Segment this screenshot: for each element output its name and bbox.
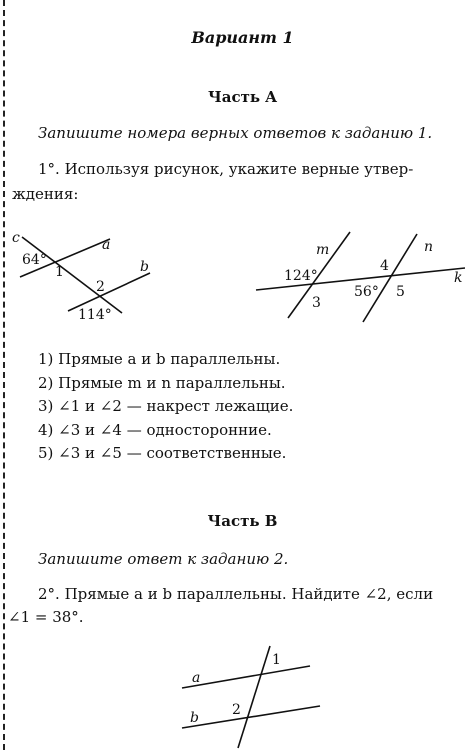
label-line-a: a	[192, 670, 201, 686]
answer-options-list	[38, 348, 293, 466]
task2-text-line1: 2°. Прямые a и b параллельны. Найдите ∠2, если	[38, 585, 434, 603]
cut-line	[3, 0, 5, 750]
part-b-instruction: Запишите ответ к заданию 2.	[38, 550, 289, 568]
label-line-m: m	[316, 242, 330, 258]
line-b	[182, 706, 320, 728]
part-a-instruction: Запишите номера верных ответов к заданию 1.	[38, 124, 433, 142]
option-2: 2) Прямые m и n параллельны.	[38, 373, 286, 392]
option-4: 4) ∠3 и ∠4 — односторонние.	[38, 420, 272, 439]
part-a-heading: Часть A	[208, 88, 277, 106]
label-line-b: b	[140, 259, 149, 275]
label-line-c: c	[12, 230, 20, 246]
label-angle-64: 64°	[22, 252, 47, 268]
line-b	[68, 273, 150, 311]
label-angle-56: 56°	[354, 284, 379, 300]
part-b-heading: Часть B	[207, 512, 278, 530]
label-angle-1: 1	[272, 652, 281, 668]
line-a	[182, 666, 310, 688]
option-3: 3) ∠1 и ∠2 — накрест лежащие.	[38, 397, 294, 415]
label-angle-2: 2	[96, 279, 105, 295]
label-line-k: k	[454, 270, 463, 286]
label-line-n: n	[424, 239, 434, 255]
label-angle-3: 3	[312, 295, 321, 311]
figure-2-diagram	[250, 228, 465, 328]
label-angle-5: 5	[396, 284, 405, 300]
figure-1-diagram	[0, 225, 200, 325]
label-angle-4: 4	[380, 258, 389, 274]
label-angle-124: 124°	[284, 268, 318, 284]
variant-title: Вариант 1	[191, 28, 294, 47]
option-5: 5) ∠3 и ∠5 — соответственные.	[38, 444, 287, 462]
task1-text-line1: 1°. Используя рисунок, укажите верные утвер-	[38, 160, 414, 178]
label-line-b: b	[190, 710, 199, 726]
label-angle-114: 114°	[78, 307, 112, 323]
label-angle-2: 2	[232, 702, 241, 718]
transversal	[238, 646, 270, 748]
task1-text-line2: ждения:	[12, 185, 79, 203]
label-line-a: a	[102, 237, 111, 253]
task2-text-line2: ∠1 = 38°.	[8, 608, 84, 626]
label-angle-1: 1	[55, 264, 64, 280]
option-1: 1) Прямые a и b параллельны.	[38, 350, 281, 368]
figure-3-diagram	[170, 640, 340, 750]
